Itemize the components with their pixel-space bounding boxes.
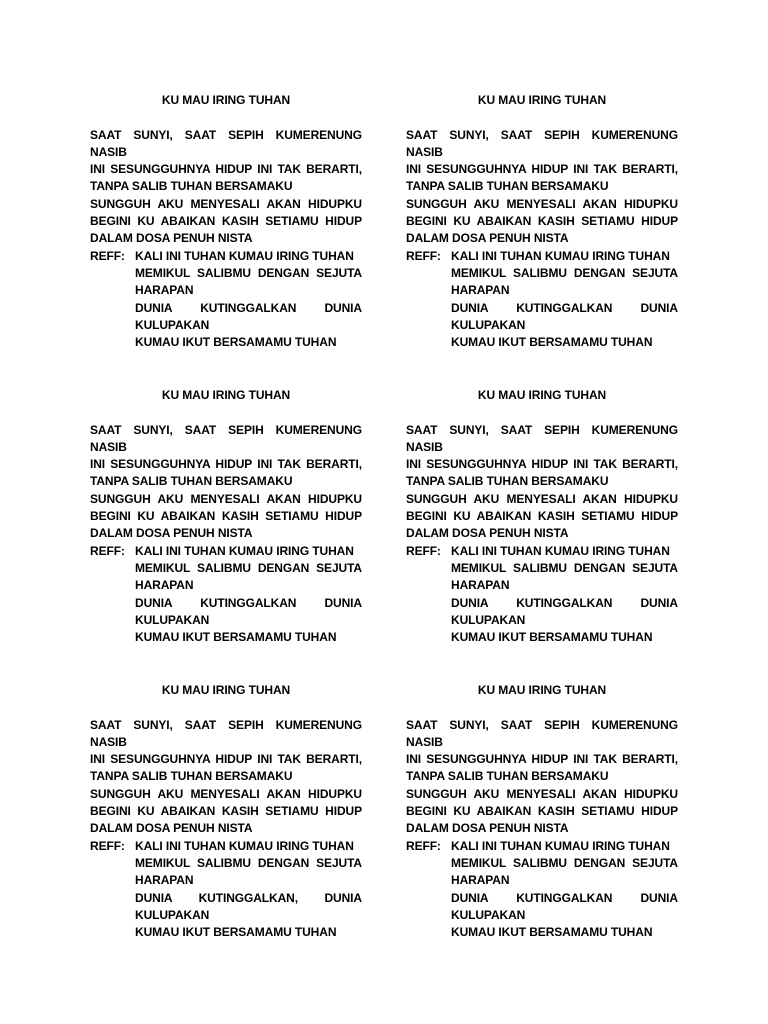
refrain-label: REFF: (406, 248, 441, 263)
refrain-line: HARAPAN (135, 283, 194, 298)
refrain-label: REFF: (406, 838, 441, 853)
verse-line: INI SESUNGGUHNYA HIDUP INI TAK BERARTI, (406, 457, 678, 472)
verse-line: TANPA SALIB TUHAN BERSAMAKU (406, 474, 609, 489)
refrain-line: DUNIA KUTINGGALKAN DUNIA (451, 890, 678, 905)
refrain-label: REFF: (90, 248, 125, 263)
song-title: KU MAU IRING TUHAN (477, 388, 607, 402)
refrain (406, 838, 678, 942)
verse (90, 127, 362, 248)
refrain-line: HARAPAN (451, 873, 510, 888)
lyrics-block (90, 92, 362, 351)
verse-line: INI SESUNGGUHNYA HIDUP INI TAK BERARTI, (406, 162, 678, 177)
verse (90, 717, 362, 838)
verse-line: DALAM DOSA PENUH NISTA (90, 526, 253, 541)
verse-line: INI SESUNGGUHNYA HIDUP INI TAK BERARTI, (90, 752, 362, 767)
spacer (90, 699, 362, 716)
refrain-line: KUMAU IKUT BERSAMAMU TUHAN (135, 335, 337, 350)
refrain-line: DUNIA KUTINGGALKAN DUNIA (135, 595, 362, 610)
refrain-line: MEMIKUL SALIBMU DENGAN SEJUTA (451, 855, 678, 870)
verse-line: SAAT SUNYI, SAAT SEPIH KUMERENUNG NASIB (90, 127, 362, 159)
refrain-label: REFF: (90, 838, 125, 853)
refrain (406, 543, 678, 647)
verse-line: SUNGGUH AKU MENYESALI AKAN HIDUPKU (406, 786, 678, 801)
spacer (406, 109, 678, 126)
verse-line: INI SESUNGGUHNYA HIDUP INI TAK BERARTI, (406, 752, 678, 767)
refrain-line: KALI INI TUHAN KUMAU IRING TUHAN (135, 838, 354, 853)
verse-line: TANPA SALIB TUHAN BERSAMAKU (90, 179, 293, 194)
verse-line: DALAM DOSA PENUH NISTA (90, 231, 253, 246)
refrain-line: KALI INI TUHAN KUMAU IRING TUHAN (135, 248, 354, 263)
refrain-line: KUMAU IKUT BERSAMAMU TUHAN (451, 925, 653, 940)
verse-line: DALAM DOSA PENUH NISTA (406, 821, 569, 836)
verse-line: SUNGGUH AKU MENYESALI AKAN HIDUPKU (90, 786, 362, 801)
refrain-line: HARAPAN (135, 873, 194, 888)
refrain-body (451, 248, 678, 352)
refrain-body (451, 543, 678, 647)
refrain (406, 248, 678, 352)
refrain-line: MEMIKUL SALIBMU DENGAN SEJUTA (135, 855, 362, 870)
refrain-line: KUMAU IKUT BERSAMAMU TUHAN (451, 630, 653, 645)
refrain-line: DUNIA KUTINGGALKAN DUNIA (451, 300, 678, 315)
refrain-line: HARAPAN (135, 578, 194, 593)
spacer (406, 404, 678, 421)
verse (406, 127, 678, 248)
song-title: KU MAU IRING TUHAN (161, 683, 291, 697)
refrain-line: MEMIKUL SALIBMU DENGAN SEJUTA (451, 265, 678, 280)
refrain-label: REFF: (406, 543, 441, 558)
verse-line: BEGINI KU ABAIKAN KASIH SETIAMU HIDUP (406, 509, 678, 524)
refrain-body (451, 838, 678, 942)
song-title: KU MAU IRING TUHAN (161, 388, 291, 402)
song-title: KU MAU IRING TUHAN (477, 683, 607, 697)
refrain-line: KULUPAKAN (451, 907, 526, 922)
verse-line: INI SESUNGGUHNYA HIDUP INI TAK BERARTI, (90, 457, 362, 472)
refrain-line: HARAPAN (451, 578, 510, 593)
verse-line: BEGINI KU ABAIKAN KASIH SETIAMU HIDUP (406, 214, 678, 229)
refrain-line: MEMIKUL SALIBMU DENGAN SEJUTA (451, 560, 678, 575)
verse-line: SAAT SUNYI, SAAT SEPIH KUMERENUNG NASIB (406, 422, 678, 454)
refrain (90, 543, 362, 647)
refrain-line: KUMAU IKUT BERSAMAMU TUHAN (135, 630, 337, 645)
spacer (90, 109, 362, 126)
verse-line: BEGINI KU ABAIKAN KASIH SETIAMU HIDUP (406, 804, 678, 819)
verse-line: SAAT SUNYI, SAAT SEPIH KUMERENUNG NASIB (90, 717, 362, 749)
refrain-line: KUMAU IKUT BERSAMAMU TUHAN (135, 925, 337, 940)
lyrics-block (406, 92, 678, 351)
song-title: KU MAU IRING TUHAN (161, 93, 291, 107)
refrain-line: HARAPAN (451, 283, 510, 298)
refrain-line: KALI INI TUHAN KUMAU IRING TUHAN (451, 838, 670, 853)
verse (406, 422, 678, 543)
refrain-line: KULUPAKAN (451, 317, 526, 332)
verse-line: SAAT SUNYI, SAAT SEPIH KUMERENUNG NASIB (406, 127, 678, 159)
verse-line: SAAT SUNYI, SAAT SEPIH KUMERENUNG NASIB (406, 717, 678, 749)
lyrics-block (90, 387, 362, 646)
refrain-line: KALI INI TUHAN KUMAU IRING TUHAN (135, 543, 354, 558)
refrain-line: KULUPAKAN (451, 612, 526, 627)
verse-line: BEGINI KU ABAIKAN KASIH SETIAMU HIDUP (90, 804, 362, 819)
verse-line: DALAM DOSA PENUH NISTA (406, 526, 569, 541)
spacer (406, 699, 678, 716)
verse (406, 717, 678, 838)
refrain-line: KUMAU IKUT BERSAMAMU TUHAN (451, 335, 653, 350)
refrain-line: KULUPAKAN (135, 612, 210, 627)
verse-line: DALAM DOSA PENUH NISTA (90, 821, 253, 836)
refrain-line: KALI INI TUHAN KUMAU IRING TUHAN (451, 543, 670, 558)
refrain-body (135, 543, 362, 647)
verse-line: INI SESUNGGUHNYA HIDUP INI TAK BERARTI, (90, 162, 362, 177)
verse-line: TANPA SALIB TUHAN BERSAMAKU (90, 474, 293, 489)
verse-line: SUNGGUH AKU MENYESALI AKAN HIDUPKU (406, 196, 678, 211)
verse (90, 422, 362, 543)
refrain-line: DUNIA KUTINGGALKAN DUNIA (451, 595, 678, 610)
verse-line: SUNGGUH AKU MENYESALI AKAN HIDUPKU (90, 491, 362, 506)
refrain-body (135, 838, 362, 942)
refrain (90, 838, 362, 942)
lyrics-block (406, 682, 678, 941)
refrain-label: REFF: (90, 543, 125, 558)
verse-line: BEGINI KU ABAIKAN KASIH SETIAMU HIDUP (90, 509, 362, 524)
refrain-line: MEMIKUL SALIBMU DENGAN SEJUTA (135, 560, 362, 575)
refrain (90, 248, 362, 352)
refrain-line: KULUPAKAN (135, 907, 210, 922)
refrain-body (135, 248, 362, 352)
refrain-line: KALI INI TUHAN KUMAU IRING TUHAN (451, 248, 670, 263)
verse-line: SUNGGUH AKU MENYESALI AKAN HIDUPKU (90, 196, 362, 211)
spacer (90, 404, 362, 421)
song-title: KU MAU IRING TUHAN (477, 93, 607, 107)
lyrics-block (406, 387, 678, 646)
refrain-line: KULUPAKAN (135, 317, 210, 332)
verse-line: SUNGGUH AKU MENYESALI AKAN HIDUPKU (406, 491, 678, 506)
verse-line: SAAT SUNYI, SAAT SEPIH KUMERENUNG NASIB (90, 422, 362, 454)
verse-line: TANPA SALIB TUHAN BERSAMAKU (406, 769, 609, 784)
lyrics-block (90, 682, 362, 941)
verse-line: DALAM DOSA PENUH NISTA (406, 231, 569, 246)
verse-line: TANPA SALIB TUHAN BERSAMAKU (406, 179, 609, 194)
verse-line: BEGINI KU ABAIKAN KASIH SETIAMU HIDUP (90, 214, 362, 229)
verse-line: TANPA SALIB TUHAN BERSAMAKU (90, 769, 293, 784)
refrain-line: MEMIKUL SALIBMU DENGAN SEJUTA (135, 265, 362, 280)
refrain-line: DUNIA KUTINGGALKAN DUNIA (135, 300, 362, 315)
refrain-line: DUNIA KUTINGGALKAN, DUNIA (135, 890, 362, 905)
